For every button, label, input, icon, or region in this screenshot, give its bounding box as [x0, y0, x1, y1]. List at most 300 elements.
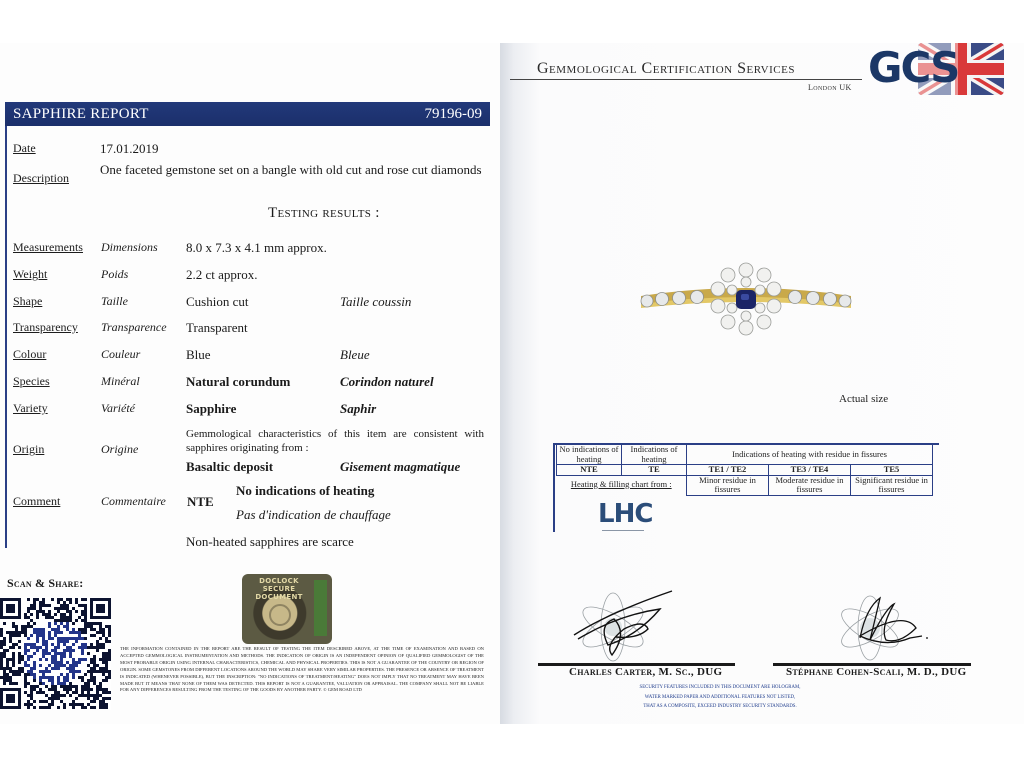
qr-module: [6, 679, 9, 682]
qr-module: [0, 652, 3, 655]
qr-module: [108, 625, 111, 628]
qr-module: [72, 607, 75, 610]
photo-caption: Actual size: [839, 393, 889, 405]
qr-module: [6, 658, 9, 661]
qr-module: [102, 646, 105, 649]
qr-module: [75, 688, 78, 691]
row-label-fr: Transparence: [101, 320, 167, 334]
header-te: Indications of heating: [622, 445, 687, 465]
qr-module: [3, 622, 6, 625]
qr-module: [81, 628, 84, 631]
qr-module: [105, 688, 108, 691]
qr-module: [93, 655, 96, 658]
qr-module: [24, 643, 27, 646]
description-cell: Significant residue in fissures: [851, 475, 933, 495]
qr-module: [69, 652, 72, 655]
qr-module: [57, 691, 60, 694]
qr-module: [66, 667, 69, 670]
qr-module: [84, 658, 87, 661]
qr-module: [93, 646, 96, 649]
qr-module: [60, 700, 63, 703]
qr-module: [81, 694, 84, 697]
qr-module: [63, 616, 66, 619]
qr-module: [36, 634, 39, 637]
qr-module: [27, 703, 30, 706]
qr-module: [66, 628, 69, 631]
row-value: Transparent: [186, 320, 248, 335]
qr-module: [45, 604, 48, 607]
qr-module: [87, 697, 90, 700]
qr-module: [36, 691, 39, 694]
qr-module: [12, 655, 15, 658]
qr-module: [6, 676, 9, 679]
qr-module: [99, 643, 102, 646]
qr-module: [3, 640, 6, 643]
qr-module: [99, 637, 102, 640]
qr-module: [63, 664, 66, 667]
qr-module: [93, 664, 96, 667]
comment-value-fr: Pas d'indication de chauffage: [236, 507, 391, 522]
qr-module: [12, 661, 15, 664]
qr-module: [90, 634, 93, 637]
qr-code[interactable]: [0, 597, 111, 710]
qr-module: [66, 688, 69, 691]
qr-module: [105, 703, 108, 706]
qr-module: [102, 661, 105, 664]
qr-module: [30, 691, 33, 694]
qr-module: [84, 607, 87, 610]
hologram-strip: [314, 580, 327, 636]
qr-module: [99, 658, 102, 661]
qr-module: [102, 688, 105, 691]
qr-module: [24, 616, 27, 619]
qr-module: [60, 637, 63, 640]
qr-module: [3, 652, 6, 655]
qr-module: [15, 643, 18, 646]
qr-module: [12, 631, 15, 634]
qr-module: [27, 616, 30, 619]
qr-finder-top-left: [0, 598, 21, 619]
qr-module: [105, 637, 108, 640]
qr-module: [45, 670, 48, 673]
qr-module: [9, 634, 12, 637]
qr-module: [36, 637, 39, 640]
qr-module: [45, 640, 48, 643]
code-cell: NTE: [557, 465, 622, 476]
qr-module: [87, 646, 90, 649]
qr-module: [57, 640, 60, 643]
heating-chart-table: [556, 444, 933, 496]
qr-module: [78, 703, 81, 706]
qr-module: [36, 631, 39, 634]
qr-module: [87, 679, 90, 682]
qr-module: [81, 691, 84, 694]
qr-module: [42, 640, 45, 643]
qr-module: [15, 670, 18, 673]
qr-module: [99, 625, 102, 628]
qr-module: [81, 598, 84, 601]
qr-module: [57, 610, 60, 613]
qr-module: [27, 706, 30, 709]
qr-module: [96, 643, 99, 646]
qr-module: [48, 664, 51, 667]
qr-module: [96, 649, 99, 652]
qr-module: [81, 649, 84, 652]
qr-module: [39, 628, 42, 631]
qr-module: [18, 646, 21, 649]
qr-module: [66, 676, 69, 679]
qr-module: [12, 673, 15, 676]
qr-module: [9, 646, 12, 649]
qr-module: [81, 610, 84, 613]
qr-module: [99, 685, 102, 688]
qr-module: [3, 643, 6, 646]
qr-module: [108, 652, 111, 655]
qr-module: [27, 625, 30, 628]
qr-module: [66, 637, 69, 640]
qr-module: [0, 640, 3, 643]
qr-module: [63, 619, 66, 622]
qr-module: [63, 679, 66, 682]
qr-module: [42, 652, 45, 655]
qr-module: [87, 622, 90, 625]
qr-module: [108, 628, 111, 631]
qr-module: [48, 613, 51, 616]
qr-module: [48, 706, 51, 709]
qr-module: [90, 676, 93, 679]
qr-module: [84, 610, 87, 613]
qr-module: [45, 652, 48, 655]
row-value: Blue: [186, 347, 211, 362]
qr-module: [96, 685, 99, 688]
row-value-fr: Saphir: [340, 401, 377, 416]
qr-module: [108, 670, 111, 673]
qr-module: [39, 664, 42, 667]
qr-module: [18, 631, 21, 634]
qr-module: [96, 688, 99, 691]
qr-module: [66, 625, 69, 628]
qr-module: [93, 661, 96, 664]
qr-module: [33, 688, 36, 691]
qr-module: [63, 613, 66, 616]
qr-module: [78, 616, 81, 619]
qr-module: [42, 610, 45, 613]
qr-module: [18, 667, 21, 670]
qr-module: [78, 628, 81, 631]
qr-module: [90, 670, 93, 673]
qr-module: [42, 649, 45, 652]
qr-module: [12, 646, 15, 649]
qr-module: [48, 697, 51, 700]
qr-module: [93, 634, 96, 637]
row-value-fr: Taille coussin: [340, 294, 412, 309]
qr-module: [96, 691, 99, 694]
qr-module: [0, 664, 3, 667]
hologram-seal: [242, 574, 332, 644]
qr-module: [51, 679, 54, 682]
qr-module: [81, 646, 84, 649]
qr-module: [63, 676, 66, 679]
code-cell: TE: [622, 465, 687, 476]
qr-module: [15, 634, 18, 637]
row-label-fr: Couleur: [101, 347, 141, 361]
qr-module: [75, 691, 78, 694]
description-cell: Moderate residue in fissures: [769, 475, 851, 495]
qr-module: [69, 619, 72, 622]
qr-module: [3, 670, 6, 673]
qr-module: [60, 664, 63, 667]
qr-module: [12, 652, 15, 655]
qr-module: [60, 619, 63, 622]
origin-value-fr: Gisement magmatique: [340, 459, 461, 474]
qr-module: [42, 637, 45, 640]
qr-module: [18, 670, 21, 673]
qr-module: [42, 670, 45, 673]
qr-module: [24, 676, 27, 679]
qr-module: [90, 658, 93, 661]
qr-module: [39, 691, 42, 694]
qr-module: [51, 655, 54, 658]
qr-module: [21, 625, 24, 628]
qr-module: [72, 658, 75, 661]
qr-module: [57, 679, 60, 682]
qr-module: [30, 625, 33, 628]
qr-module: [66, 607, 69, 610]
qr-module: [39, 634, 42, 637]
qr-module: [51, 628, 54, 631]
qr-module: [3, 637, 6, 640]
qr-module: [54, 619, 57, 622]
row-value-fr: Bleue: [340, 347, 370, 362]
qr-module: [57, 661, 60, 664]
qr-module: [33, 664, 36, 667]
qr-module: [108, 691, 111, 694]
qr-module: [6, 631, 9, 634]
row-label-fr: Poids: [101, 267, 129, 281]
qr-module: [84, 622, 87, 625]
qr-module: [99, 694, 102, 697]
qr-module: [3, 667, 6, 670]
qr-module: [99, 667, 102, 670]
qr-module: [48, 679, 51, 682]
qr-module: [21, 658, 24, 661]
qr-module: [36, 685, 39, 688]
qr-module: [60, 640, 63, 643]
qr-module: [18, 658, 21, 661]
qr-module: [54, 661, 57, 664]
qr-module: [66, 619, 69, 622]
qr-module: [84, 625, 87, 628]
qr-module: [63, 703, 66, 706]
qr-module: [66, 616, 69, 619]
signatory-name: Charles Carter, M. Sc., DUG: [569, 666, 723, 678]
row-label: Variety: [13, 401, 48, 415]
description-value: One faceted gemstone set on a bangle with old cut and rose cut diamonds: [100, 162, 482, 177]
qr-module: [63, 643, 66, 646]
heating-table-left-border: [553, 444, 555, 532]
qr-module: [51, 667, 54, 670]
row-value-fr: Corindon naturel: [340, 374, 434, 389]
qr-module: [75, 598, 78, 601]
qr-module: [69, 682, 72, 685]
qr-module: [48, 652, 51, 655]
qr-module: [90, 643, 93, 646]
qr-module: [90, 667, 93, 670]
qr-module: [105, 691, 108, 694]
qr-module: [57, 643, 60, 646]
qr-module: [0, 661, 3, 664]
qr-module: [33, 598, 36, 601]
qr-module: [51, 661, 54, 664]
qr-module: [0, 646, 3, 649]
qr-module: [108, 676, 111, 679]
qr-module: [33, 628, 36, 631]
qr-module: [27, 664, 30, 667]
qr-module: [33, 646, 36, 649]
row-value: Sapphire: [186, 401, 237, 416]
qr-module: [48, 604, 51, 607]
comment-note: Non-heated sapphires are scarce: [186, 534, 354, 549]
qr-module: [51, 676, 54, 679]
qr-module: [87, 688, 90, 691]
qr-module: [90, 688, 93, 691]
qr-module: [45, 613, 48, 616]
qr-module: [93, 697, 96, 700]
qr-module: [81, 703, 84, 706]
qr-module: [90, 661, 93, 664]
qr-module: [81, 619, 84, 622]
qr-module: [78, 658, 81, 661]
qr-module: [24, 631, 27, 634]
qr-module: [21, 667, 24, 670]
row-value: 2.2 ct approx.: [186, 267, 258, 282]
qr-module: [42, 598, 45, 601]
qr-module: [66, 679, 69, 682]
qr-module: [72, 631, 75, 634]
qr-module: [54, 631, 57, 634]
qr-module: [36, 646, 39, 649]
report-header: [5, 102, 490, 126]
description-label: Description: [13, 171, 69, 185]
qr-module: [78, 631, 81, 634]
comment-label-fr: Commentaire: [101, 494, 166, 508]
qr-module: [84, 694, 87, 697]
qr-module: [96, 670, 99, 673]
qr-module: [42, 676, 45, 679]
qr-module: [21, 670, 24, 673]
row-label: Colour: [13, 347, 47, 361]
qr-module: [54, 607, 57, 610]
qr-module: [57, 598, 60, 601]
qr-module: [75, 703, 78, 706]
qr-module: [102, 679, 105, 682]
qr-module: [51, 643, 54, 646]
qr-module: [6, 667, 9, 670]
row-label: Shape: [13, 294, 43, 308]
qr-module: [27, 700, 30, 703]
qr-module: [33, 673, 36, 676]
row-label-fr: Variété: [101, 401, 135, 415]
origin-text: Gemmological characteristics of this item are consistent with sapphires originating from :: [186, 428, 484, 454]
qr-module: [42, 634, 45, 637]
qr-module: [66, 604, 69, 607]
origin-value: Basaltic deposit: [186, 459, 274, 474]
qr-module: [81, 688, 84, 691]
qr-module: [63, 607, 66, 610]
qr-module: [90, 622, 93, 625]
qr-module: [42, 673, 45, 676]
qr-module: [42, 628, 45, 631]
qr-module: [27, 610, 30, 613]
qr-module: [75, 619, 78, 622]
qr-module: [90, 628, 93, 631]
qr-module: [45, 658, 48, 661]
qr-module: [84, 637, 87, 640]
qr-module: [15, 673, 18, 676]
row-label: Transparency: [13, 320, 78, 334]
row-label-fr: Dimensions: [101, 240, 158, 254]
qr-module: [57, 631, 60, 634]
qr-module: [24, 691, 27, 694]
qr-module: [57, 625, 60, 628]
qr-module: [30, 667, 33, 670]
qr-module: [72, 676, 75, 679]
qr-module: [45, 616, 48, 619]
qr-module: [51, 694, 54, 697]
qr-module: [57, 637, 60, 640]
qr-module: [66, 598, 69, 601]
qr-module: [87, 685, 90, 688]
qr-module: [39, 688, 42, 691]
qr-module: [69, 601, 72, 604]
qr-module: [33, 604, 36, 607]
qr-module: [78, 670, 81, 673]
qr-module: [69, 613, 72, 616]
qr-module: [102, 634, 105, 637]
qr-module: [60, 604, 63, 607]
qr-module: [0, 667, 3, 670]
qr-module: [93, 700, 96, 703]
qr-module: [24, 673, 27, 676]
qr-module: [78, 604, 81, 607]
qr-module: [54, 664, 57, 667]
qr-module: [102, 652, 105, 655]
qr-module: [72, 703, 75, 706]
qr-module: [45, 700, 48, 703]
qr-module: [12, 664, 15, 667]
qr-module: [39, 676, 42, 679]
row-value: Cushion cut: [186, 294, 249, 309]
qr-module: [63, 706, 66, 709]
qr-module: [27, 598, 30, 601]
qr-module: [27, 607, 30, 610]
qr-module: [9, 637, 12, 640]
qr-module: [0, 658, 3, 661]
qr-module: [30, 604, 33, 607]
qr-module: [99, 622, 102, 625]
qr-module: [105, 667, 108, 670]
qr-module: [48, 703, 51, 706]
scan-share-title: Scan & Share:: [7, 576, 84, 590]
qr-module: [108, 649, 111, 652]
qr-module: [51, 616, 54, 619]
qr-module: [72, 637, 75, 640]
qr-module: [78, 634, 81, 637]
qr-module: [39, 700, 42, 703]
qr-module: [54, 646, 57, 649]
qr-module: [93, 670, 96, 673]
qr-module: [33, 607, 36, 610]
